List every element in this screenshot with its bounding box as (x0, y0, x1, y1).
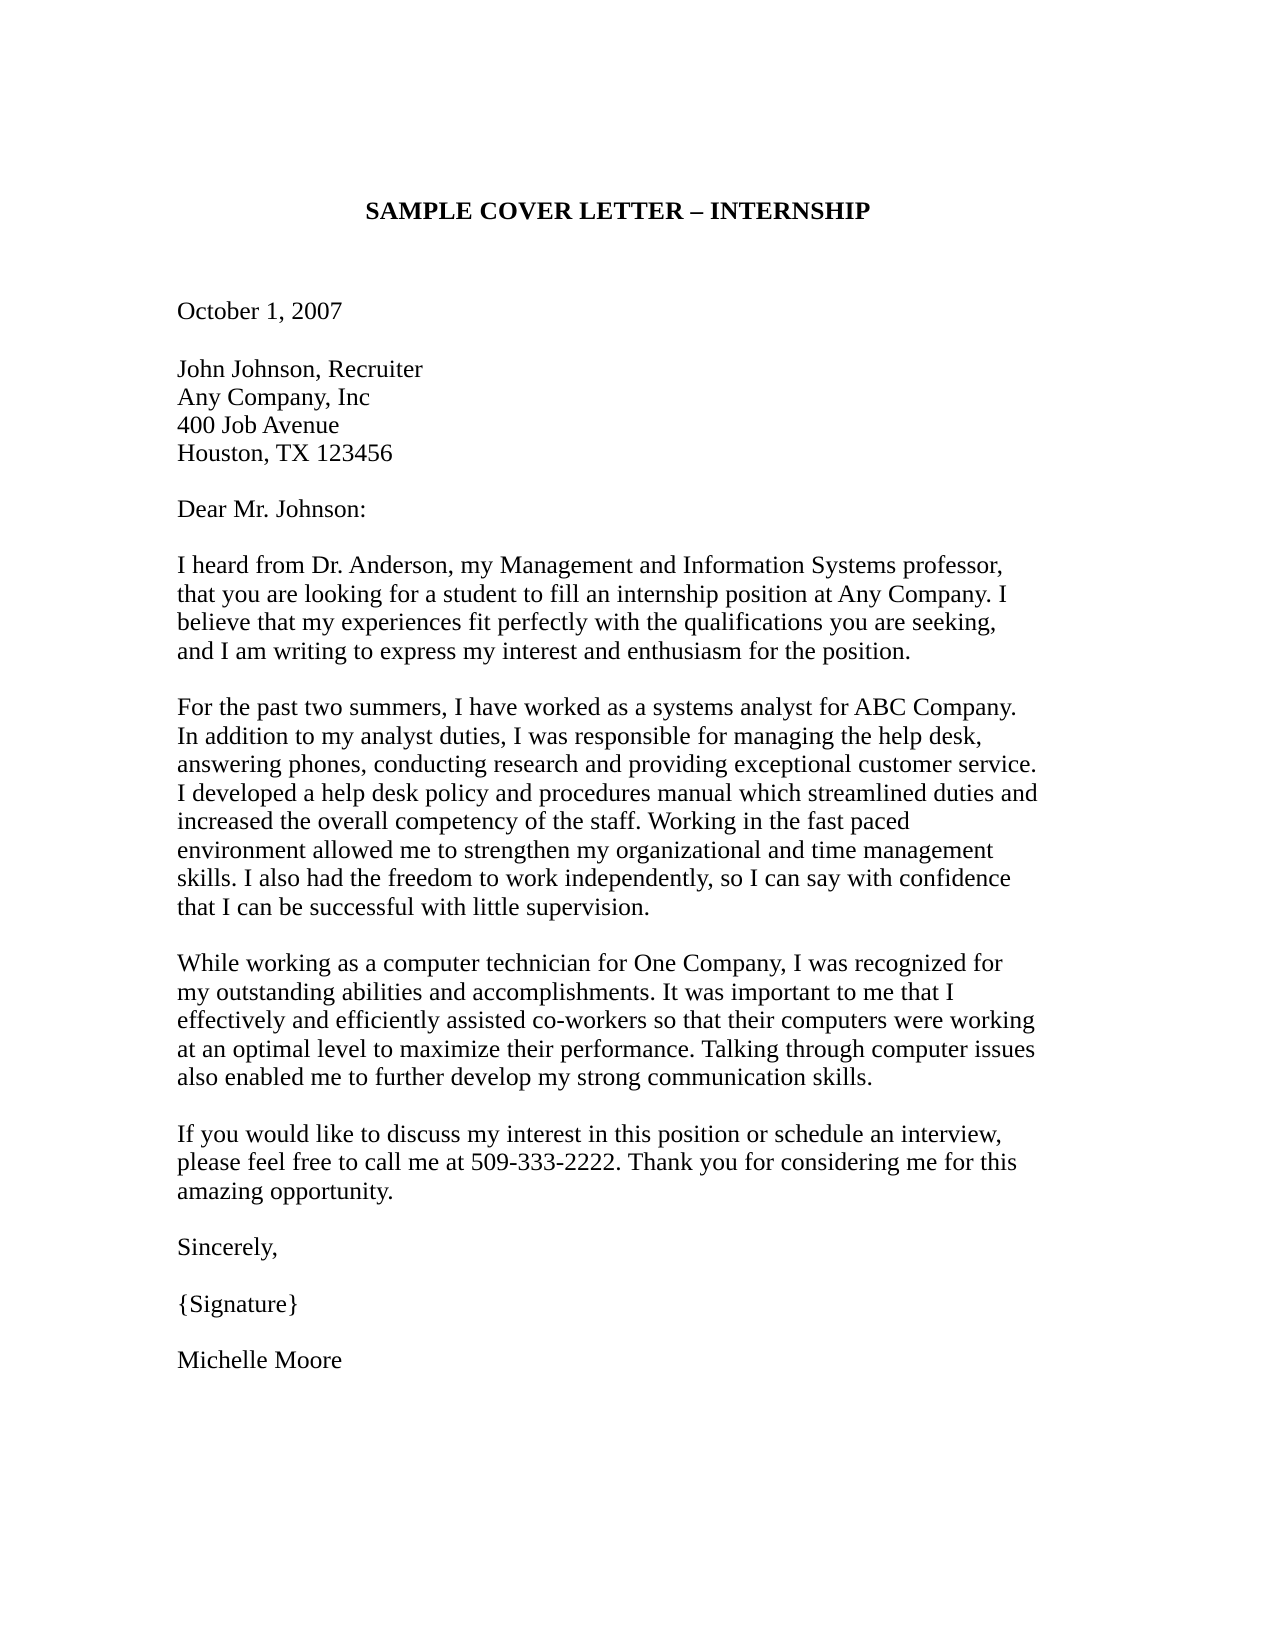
recipient-address-block (177, 355, 1039, 467)
address-spacer (177, 467, 1039, 495)
recipient-city-state-zip: Houston, TX 123456 (177, 437, 393, 467)
paragraph-spacer-3 (177, 1092, 1039, 1120)
body-paragraph-1: I heard from Dr. Anderson, my Management and Information Systems professor, that you are looking for a student to fill an internship position at Any Company. I believe that my experiences fit perfectly with the qualifications you are seeking, and I am writing to express my interest and enthusiasm for the position. (177, 550, 1007, 665)
signature-placeholder: {Signature} (177, 1288, 300, 1318)
recipient-company: Any Company, Inc (177, 381, 371, 411)
date-spacer (177, 326, 1039, 355)
recipient-name: John Johnson, Recruiter (177, 353, 423, 383)
recipient-street: 400 Job Avenue (177, 409, 340, 439)
cover-letter-body (177, 196, 1039, 1375)
body-paragraph-4: If you would like to discuss my interest in this position or schedule an interview, please feel free to call me at 509-333-2222. Thank you for considering me for this amazing opportunity. (177, 1118, 1018, 1205)
paragraph-spacer-2 (177, 921, 1039, 949)
paragraph-spacer-1 (177, 665, 1039, 693)
paragraph-spacer-4 (177, 1205, 1039, 1233)
closing-spacer (177, 1262, 1039, 1290)
body-paragraph-2: For the past two summers, I have worked as a systems analyst for ABC Company. In addition to my analyst duties, I was responsible for managing the help desk, answering phones, conducting research and providing exceptional customer service. I developed a help desk policy and procedures manual which streamlined duties and increased the overall competency of the staff. Working in the fast paced environment allowed me to strengthen my organizational and time management skills. I also had the freedom to work independently, so I can say with confidence that I can be successful with little supervision. (177, 692, 1038, 921)
salutation: Dear Mr. Johnson: (177, 493, 367, 523)
body-paragraph-3: While working as a computer technician for One Company, I was recognized for my outstanding abilities and accomplishments. It was important to me that I effectively and efficiently assisted co-workers so that their computers were working at an optimal level to maximize their performance. Talking through computer issues also enabled me to further develop my strong communication skills. (177, 948, 1036, 1092)
signature-spacer (177, 1318, 1039, 1346)
sender-name: Michelle Moore (177, 1345, 343, 1375)
salutation-spacer (177, 523, 1039, 551)
page-title: SAMPLE COVER LETTER – INTERNSHIP (365, 196, 871, 225)
closing-salutation: Sincerely, (177, 1232, 279, 1262)
letter-date: October 1, 2007 (177, 296, 343, 326)
title-spacer (177, 225, 1039, 297)
